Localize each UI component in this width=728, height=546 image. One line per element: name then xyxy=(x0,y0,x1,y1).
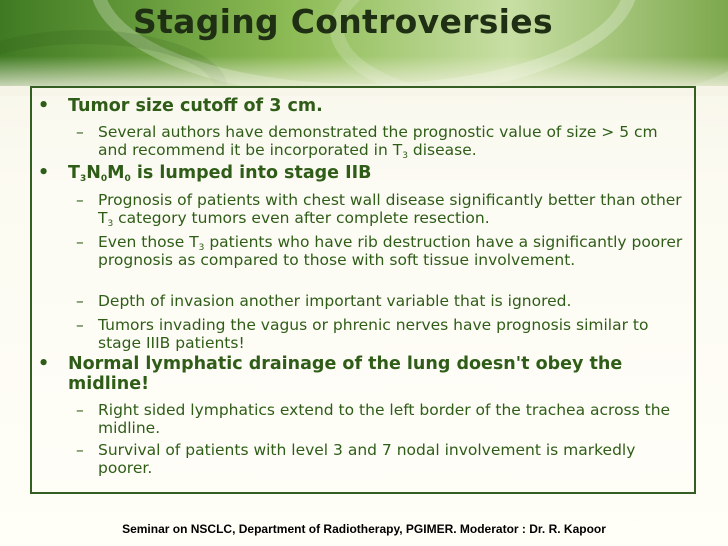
sub-bullet-item xyxy=(76,191,688,227)
dash-marker: – xyxy=(76,292,84,310)
bullet-marker: • xyxy=(38,354,50,374)
bullet-text: Normal lymphatic drainage of the lung doesn't obey the midline! xyxy=(68,354,623,394)
bullet-item xyxy=(38,163,690,183)
dash-marker: – xyxy=(76,191,84,209)
bullet-marker: • xyxy=(38,163,50,183)
dash-marker: – xyxy=(76,233,84,251)
bullet-marker: • xyxy=(38,96,50,116)
slide-footer: Seminar on NSCLC, Department of Radiotherapy, PGIMER. Moderator : Dr. R. Kapoor xyxy=(122,522,606,536)
sub-bullet-text: Tumors invading the vagus or phrenic nerves have prognosis similar to stage IIIB patients! xyxy=(98,316,649,352)
sub-bullet-item xyxy=(76,233,688,269)
sub-bullet-item xyxy=(76,292,688,310)
dash-marker: – xyxy=(76,441,84,459)
sub-bullet-text: Right sided lymphatics extend to the left border of the trachea across the midline. xyxy=(98,401,671,437)
sub-bullet-item xyxy=(76,123,688,159)
sub-bullet-text: Depth of invasion another important variable that is ignored. xyxy=(98,292,572,310)
sub-bullet-text: Several authors have demonstrated the prognostic value of size > 5 cm and recommend it be incorporated in $T_3$ disease. xyxy=(98,123,658,161)
sub-bullet-text: Prognosis of patients with chest wall disease significantly better than other $T_3$ category tumors even after complete resection. xyxy=(98,191,682,229)
sub-bullet-item xyxy=(76,441,688,477)
bullet-item xyxy=(38,354,690,394)
sub-bullet-text: Survival of patients with level 3 and 7 nodal involvement is markedly poorer. xyxy=(98,441,636,477)
dash-marker: – xyxy=(76,316,84,334)
sub-bullet-item xyxy=(76,316,688,352)
slide-title: Staging Controversies xyxy=(133,2,553,41)
dash-marker: – xyxy=(76,401,84,419)
sub-bullet-text: Even those $T_3$ patients who have rib destruction have a significantly poorer prognosis as compared to those with soft tissue involvement. xyxy=(98,233,683,269)
bullet-text: Tumor size cutoff of 3 cm. xyxy=(68,96,323,116)
sub-bullet-item xyxy=(76,401,688,437)
bullet-item xyxy=(38,96,690,116)
dash-marker: – xyxy=(76,123,84,141)
bullet-text: $T_3N_0M_0$ is lumped into stage IIB xyxy=(68,163,372,184)
